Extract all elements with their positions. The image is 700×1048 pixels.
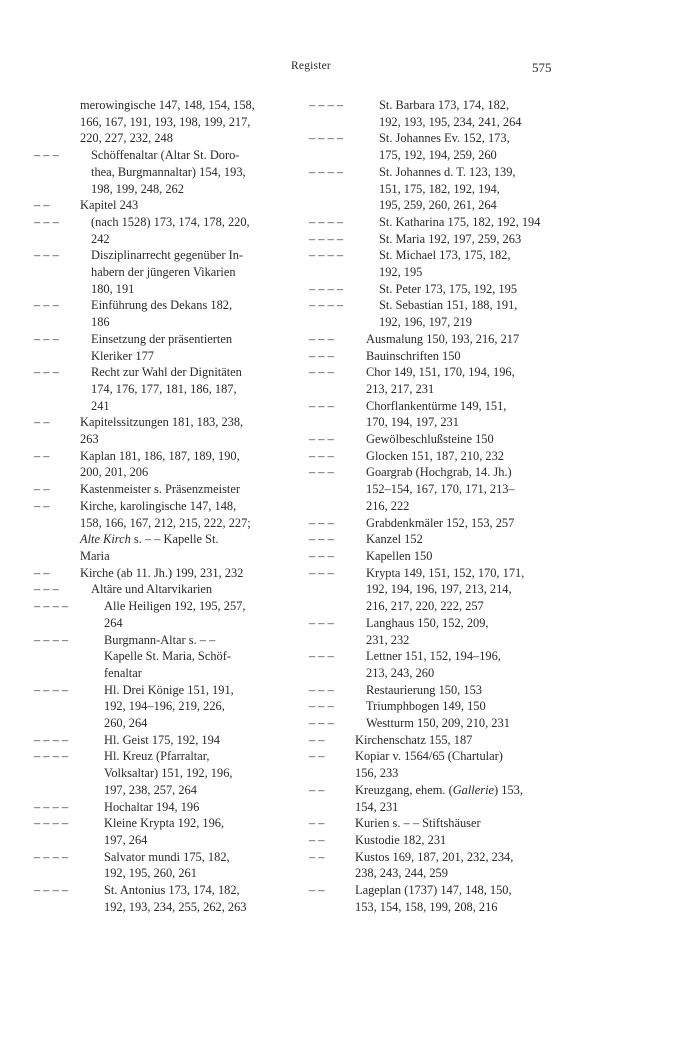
entry-line: Chorflankentürme 149, 151, <box>366 398 507 413</box>
index-column-left <box>34 97 300 915</box>
entry-line: Langhaus 150, 152, 209, <box>366 615 489 630</box>
entry-dashes: – – – – <box>34 883 69 898</box>
entry-line: Krypta 149, 151, 152, 170, 171, <box>366 565 525 580</box>
entry-dashes: – – – – <box>309 248 344 263</box>
entry-line: 213, 243, 260 <box>366 665 435 680</box>
index-entry <box>309 882 559 915</box>
index-entry <box>309 247 559 280</box>
index-entry <box>309 214 559 231</box>
entry-line: 197, 264 <box>104 832 148 847</box>
entry-line: 152–154, 167, 170, 171, 213– <box>366 482 515 497</box>
index-entry <box>34 581 300 598</box>
index-entry <box>34 565 300 582</box>
entry-line: 192, 194–196, 219, 226, <box>104 699 225 714</box>
entry-dashes: – – <box>309 749 325 764</box>
entry-dashes: – – <box>34 565 50 580</box>
index-entry <box>34 414 300 447</box>
index-entry <box>34 682 300 732</box>
entry-line: 242 <box>91 231 110 246</box>
entry-line: Maria <box>80 548 110 563</box>
entry-line: 192, 193, 195, 234, 241, 264 <box>379 114 522 129</box>
entry-dashes: – – – – <box>309 281 344 296</box>
entry-line: Recht zur Wahl der Dignitäten <box>91 365 242 380</box>
entry-line: 175, 192, 194, 259, 260 <box>379 148 497 163</box>
index-entry <box>34 197 300 214</box>
entry-line: Bauinschriften 150 <box>366 348 461 363</box>
entry-dashes: – – <box>34 415 50 430</box>
entry-line: 263 <box>80 432 99 447</box>
entry-line: 170, 194, 197, 231 <box>366 415 459 430</box>
entry-line: Gewölbeschlußsteine 150 <box>366 432 494 447</box>
entry-line: 192, 196, 197, 219 <box>379 315 472 330</box>
index-entry <box>34 732 300 749</box>
entry-dashes: – – – – <box>309 164 344 179</box>
entry-line: 151, 175, 182, 192, 194, <box>379 181 500 196</box>
entry-dashes: – – – <box>34 148 59 163</box>
index-entry <box>309 782 559 815</box>
entry-dashes: – – – – <box>309 231 344 246</box>
entry-line: Einsetzung der präsentierten <box>91 331 233 346</box>
entry-line: 195, 259, 260, 261, 264 <box>379 198 497 213</box>
entry-line: Disziplinarrecht gegenüber In- <box>91 248 244 263</box>
index-entry <box>34 632 300 682</box>
entry-dashes: – – – <box>309 448 334 463</box>
index-entry <box>309 732 559 749</box>
entry-line: St. Maria 192, 197, 259, 263 <box>379 231 522 246</box>
entry-line: Alte Kirch s. – – Kapelle St. <box>80 532 219 547</box>
entry-line: 238, 243, 244, 259 <box>355 866 448 881</box>
entry-dashes: – – <box>309 883 325 898</box>
entry-line: merowingische 147, 148, 154, 158, <box>80 98 255 112</box>
index-entry <box>309 364 559 397</box>
index-entry <box>34 97 300 147</box>
entry-line: St. Michael 173, 175, 182, <box>379 248 511 263</box>
page-number: 575 <box>532 60 552 75</box>
entry-line: St. Katharina 175, 182, 192, 194 <box>379 214 541 229</box>
entry-line: 216, 222 <box>366 498 410 513</box>
entry-line: Hl. Kreuz (Pfarraltar, <box>104 749 210 764</box>
entry-line: 264 <box>104 615 123 630</box>
entry-dashes: – – – – <box>34 849 69 864</box>
entry-line: Kleriker 177 <box>91 348 154 363</box>
entry-line: 192, 193, 234, 255, 262, 263 <box>104 899 247 914</box>
entry-dashes: – – – – <box>34 749 69 764</box>
index-entry <box>309 297 559 330</box>
index-entry <box>34 364 300 414</box>
index-entry <box>309 748 559 781</box>
entry-line: fenaltar <box>104 665 142 680</box>
index-entry <box>34 815 300 848</box>
index-entry <box>309 648 559 681</box>
entry-dashes: – – – – <box>34 599 69 614</box>
index-entry <box>309 715 559 732</box>
entry-dashes: – – – – <box>309 131 344 146</box>
index-entry <box>34 297 300 330</box>
entry-dashes: – – – – <box>309 98 344 112</box>
entry-dashes: – – – <box>309 649 334 664</box>
entry-line: Kapelle St. Maria, Schöf- <box>104 649 231 664</box>
entry-dashes: – – <box>309 849 325 864</box>
entry-line: Altäre und Altarvikarien <box>91 582 213 597</box>
index-entry <box>309 164 559 214</box>
running-title: Register <box>291 60 331 72</box>
entry-line: Lettner 151, 152, 194–196, <box>366 649 501 664</box>
entry-line: Kapellen 150 <box>366 548 433 563</box>
entry-line: Einführung des Dekans 182, <box>91 298 233 313</box>
entry-line: Volksaltar) 151, 192, 196, <box>104 766 233 781</box>
entry-line: Kustodie 182, 231 <box>355 832 447 847</box>
entry-line: 174, 176, 177, 181, 186, 187, <box>91 381 237 396</box>
entry-line: 154, 231 <box>355 799 399 814</box>
index-entry <box>34 498 300 565</box>
entry-line: Kirche (ab 11. Jh.) 199, 231, 232 <box>80 565 244 580</box>
entry-line: St. Johannes Ev. 152, 173, <box>379 131 510 146</box>
entry-dashes: – – <box>309 832 325 847</box>
entry-line: Kreuzgang, ehem. (Gallerie) 153, <box>355 782 523 797</box>
entry-line: Grabdenkmäler 152, 153, 257 <box>366 515 515 530</box>
entry-dashes: – – <box>34 198 50 213</box>
index-entry <box>34 247 300 297</box>
entry-dashes: – – – – <box>309 298 344 313</box>
index-entry <box>34 448 300 481</box>
entry-line: 260, 264 <box>104 716 148 731</box>
index-entry <box>309 331 559 348</box>
index-entry <box>309 464 559 514</box>
entry-line: 192, 195 <box>379 265 423 280</box>
entry-line: Kanzel 152 <box>366 532 423 547</box>
entry-dashes: – – – – <box>34 682 69 697</box>
entry-line: Burgmann-Altar s. – – <box>104 632 216 647</box>
entry-line: 158, 166, 167, 212, 215, 222, 227; <box>80 515 251 530</box>
entry-dashes: – – – <box>34 331 59 346</box>
entry-line: 213, 217, 231 <box>366 381 435 396</box>
entry-dashes: – – <box>309 732 325 747</box>
index-entry <box>309 398 559 431</box>
entry-italic: Gallerie <box>452 782 495 797</box>
entry-line: 166, 167, 191, 193, 198, 199, 217, <box>80 114 251 129</box>
entry-line: 192, 194, 196, 197, 213, 214, <box>366 582 512 597</box>
entry-line: St. Johannes d. T. 123, 139, <box>379 164 516 179</box>
running-head <box>0 60 700 80</box>
entry-line: Alle Heiligen 192, 195, 257, <box>104 599 246 614</box>
index-entry <box>309 531 559 548</box>
index-entry <box>309 515 559 532</box>
index-entry <box>309 698 559 715</box>
entry-line: Kapitelssitzungen 181, 183, 238, <box>80 415 244 430</box>
entry-line: 200, 201, 206 <box>80 465 149 480</box>
index-entry <box>309 130 559 163</box>
index-entry <box>309 565 559 615</box>
index-entry <box>34 598 300 631</box>
entry-line: St. Sebastian 151, 188, 191, <box>379 298 518 313</box>
index-entry <box>309 615 559 648</box>
entry-line: St. Antonius 173, 174, 182, <box>104 883 240 898</box>
index-entry <box>309 231 559 248</box>
index-column-right <box>309 97 559 915</box>
entry-dashes: – – – <box>309 398 334 413</box>
entry-italic: Alte Kirch <box>80 532 131 547</box>
entry-dashes: – – – – <box>34 816 69 831</box>
entry-line: Ausmalung 150, 193, 216, 217 <box>366 331 520 346</box>
entry-dashes: – – – <box>309 565 334 580</box>
entry-dashes: – – <box>309 816 325 831</box>
index-entry <box>34 748 300 798</box>
index-entry <box>309 281 559 298</box>
entry-dashes: – – – – <box>34 799 69 814</box>
entry-line: 216, 217, 220, 222, 257 <box>366 599 484 614</box>
entry-dashes: – – – <box>309 615 334 630</box>
entry-line: 198, 199, 248, 262 <box>91 181 184 196</box>
entry-line: 231, 232 <box>366 632 410 647</box>
entry-line: habern der jüngeren Vikarien <box>91 265 236 280</box>
entry-dashes: – – <box>34 482 50 497</box>
index-entry <box>309 97 559 130</box>
index-entry <box>309 431 559 448</box>
entry-line: Salvator mundi 175, 182, <box>104 849 230 864</box>
entry-line: Chor 149, 151, 170, 194, 196, <box>366 365 515 380</box>
entry-line: Kleine Krypta 192, 196, <box>104 816 225 831</box>
index-entry <box>34 214 300 247</box>
entry-line: Hl. Geist 175, 192, 194 <box>104 732 220 747</box>
entry-line: Schöffenaltar (Altar St. Doro- <box>91 148 240 163</box>
index-entry <box>34 849 300 882</box>
index-entry <box>309 849 559 882</box>
index-entry <box>34 882 300 915</box>
entry-line: Glocken 151, 187, 210, 232 <box>366 448 505 463</box>
entry-dashes: – – – – <box>34 732 69 747</box>
entry-line: Hochaltar 194, 196 <box>104 799 200 814</box>
entry-line: (nach 1528) 173, 174, 178, 220, <box>91 214 250 229</box>
entry-dashes: – – – <box>309 465 334 480</box>
entry-line: St. Peter 173, 175, 192, 195 <box>379 281 518 296</box>
entry-dashes: – – – <box>309 699 334 714</box>
entry-line: thea, Burgmannaltar) 154, 193, <box>91 164 246 179</box>
entry-line: St. Barbara 173, 174, 182, <box>379 98 510 112</box>
entry-line: Kastenmeister s. Präsenzmeister <box>80 482 240 497</box>
entry-dashes: – – <box>309 782 325 797</box>
entry-dashes: – – – <box>34 298 59 313</box>
entry-line: Kirche, karolingische 147, 148, <box>80 498 237 513</box>
entry-dashes: – – – – <box>309 214 344 229</box>
entry-line: Kopiar v. 1564/65 (Chartular) <box>355 749 503 764</box>
entry-dashes: – – – <box>309 548 334 563</box>
entry-dashes: – – – <box>309 716 334 731</box>
index-entry <box>309 682 559 699</box>
entry-line: 186 <box>91 315 110 330</box>
index-entry <box>309 548 559 565</box>
index-entry <box>309 832 559 849</box>
entry-dashes: – – – – <box>34 632 69 647</box>
entry-line: 197, 238, 257, 264 <box>104 782 197 797</box>
entry-line: Kustos 169, 187, 201, 232, 234, <box>355 849 514 864</box>
index-entry <box>309 348 559 365</box>
entry-dashes: – – – <box>309 532 334 547</box>
entry-dashes: – – – <box>34 248 59 263</box>
entry-dashes: – – – <box>309 331 334 346</box>
entry-line: 192, 195, 260, 261 <box>104 866 197 881</box>
index-entry <box>34 799 300 816</box>
entry-dashes: – – – <box>34 582 59 597</box>
entry-line: Restaurierung 150, 153 <box>366 682 482 697</box>
entry-line: Lageplan (1737) 147, 148, 150, <box>355 883 512 898</box>
entry-line: 241 <box>91 398 110 413</box>
entry-dashes: – – – <box>309 432 334 447</box>
entry-dashes: – – – <box>34 214 59 229</box>
entry-dashes: – – – <box>309 682 334 697</box>
entry-line: Goargrab (Hochgrab, 14. Jh.) <box>366 465 512 480</box>
entry-line: Kaplan 181, 186, 187, 189, 190, <box>80 448 240 463</box>
entry-line: Triumphbogen 149, 150 <box>366 699 486 714</box>
entry-line: 156, 233 <box>355 766 399 781</box>
index-entry <box>34 331 300 364</box>
entry-dashes: – – – <box>34 365 59 380</box>
index-entry <box>34 147 300 197</box>
entry-line: 220, 227, 232, 248 <box>80 131 173 146</box>
entry-dashes: – – – <box>309 365 334 380</box>
entry-dashes: – – <box>34 498 50 513</box>
entry-line: 153, 154, 158, 199, 208, 216 <box>355 899 498 914</box>
entry-line: Kapitel 243 <box>80 198 139 213</box>
entry-dashes: – – – <box>309 515 334 530</box>
index-entry <box>309 448 559 465</box>
entry-dashes: – – <box>34 448 50 463</box>
entry-line: Westturm 150, 209, 210, 231 <box>366 716 510 731</box>
entry-line: Hl. Drei Könige 151, 191, <box>104 682 234 697</box>
entry-line: 180, 191 <box>91 281 135 296</box>
entry-dashes: – – – <box>309 348 334 363</box>
index-entry <box>34 481 300 498</box>
index-entry <box>309 815 559 832</box>
entry-line: Kurien s. – – Stiftshäuser <box>355 816 481 831</box>
entry-line: Kirchenschatz 155, 187 <box>355 732 473 747</box>
